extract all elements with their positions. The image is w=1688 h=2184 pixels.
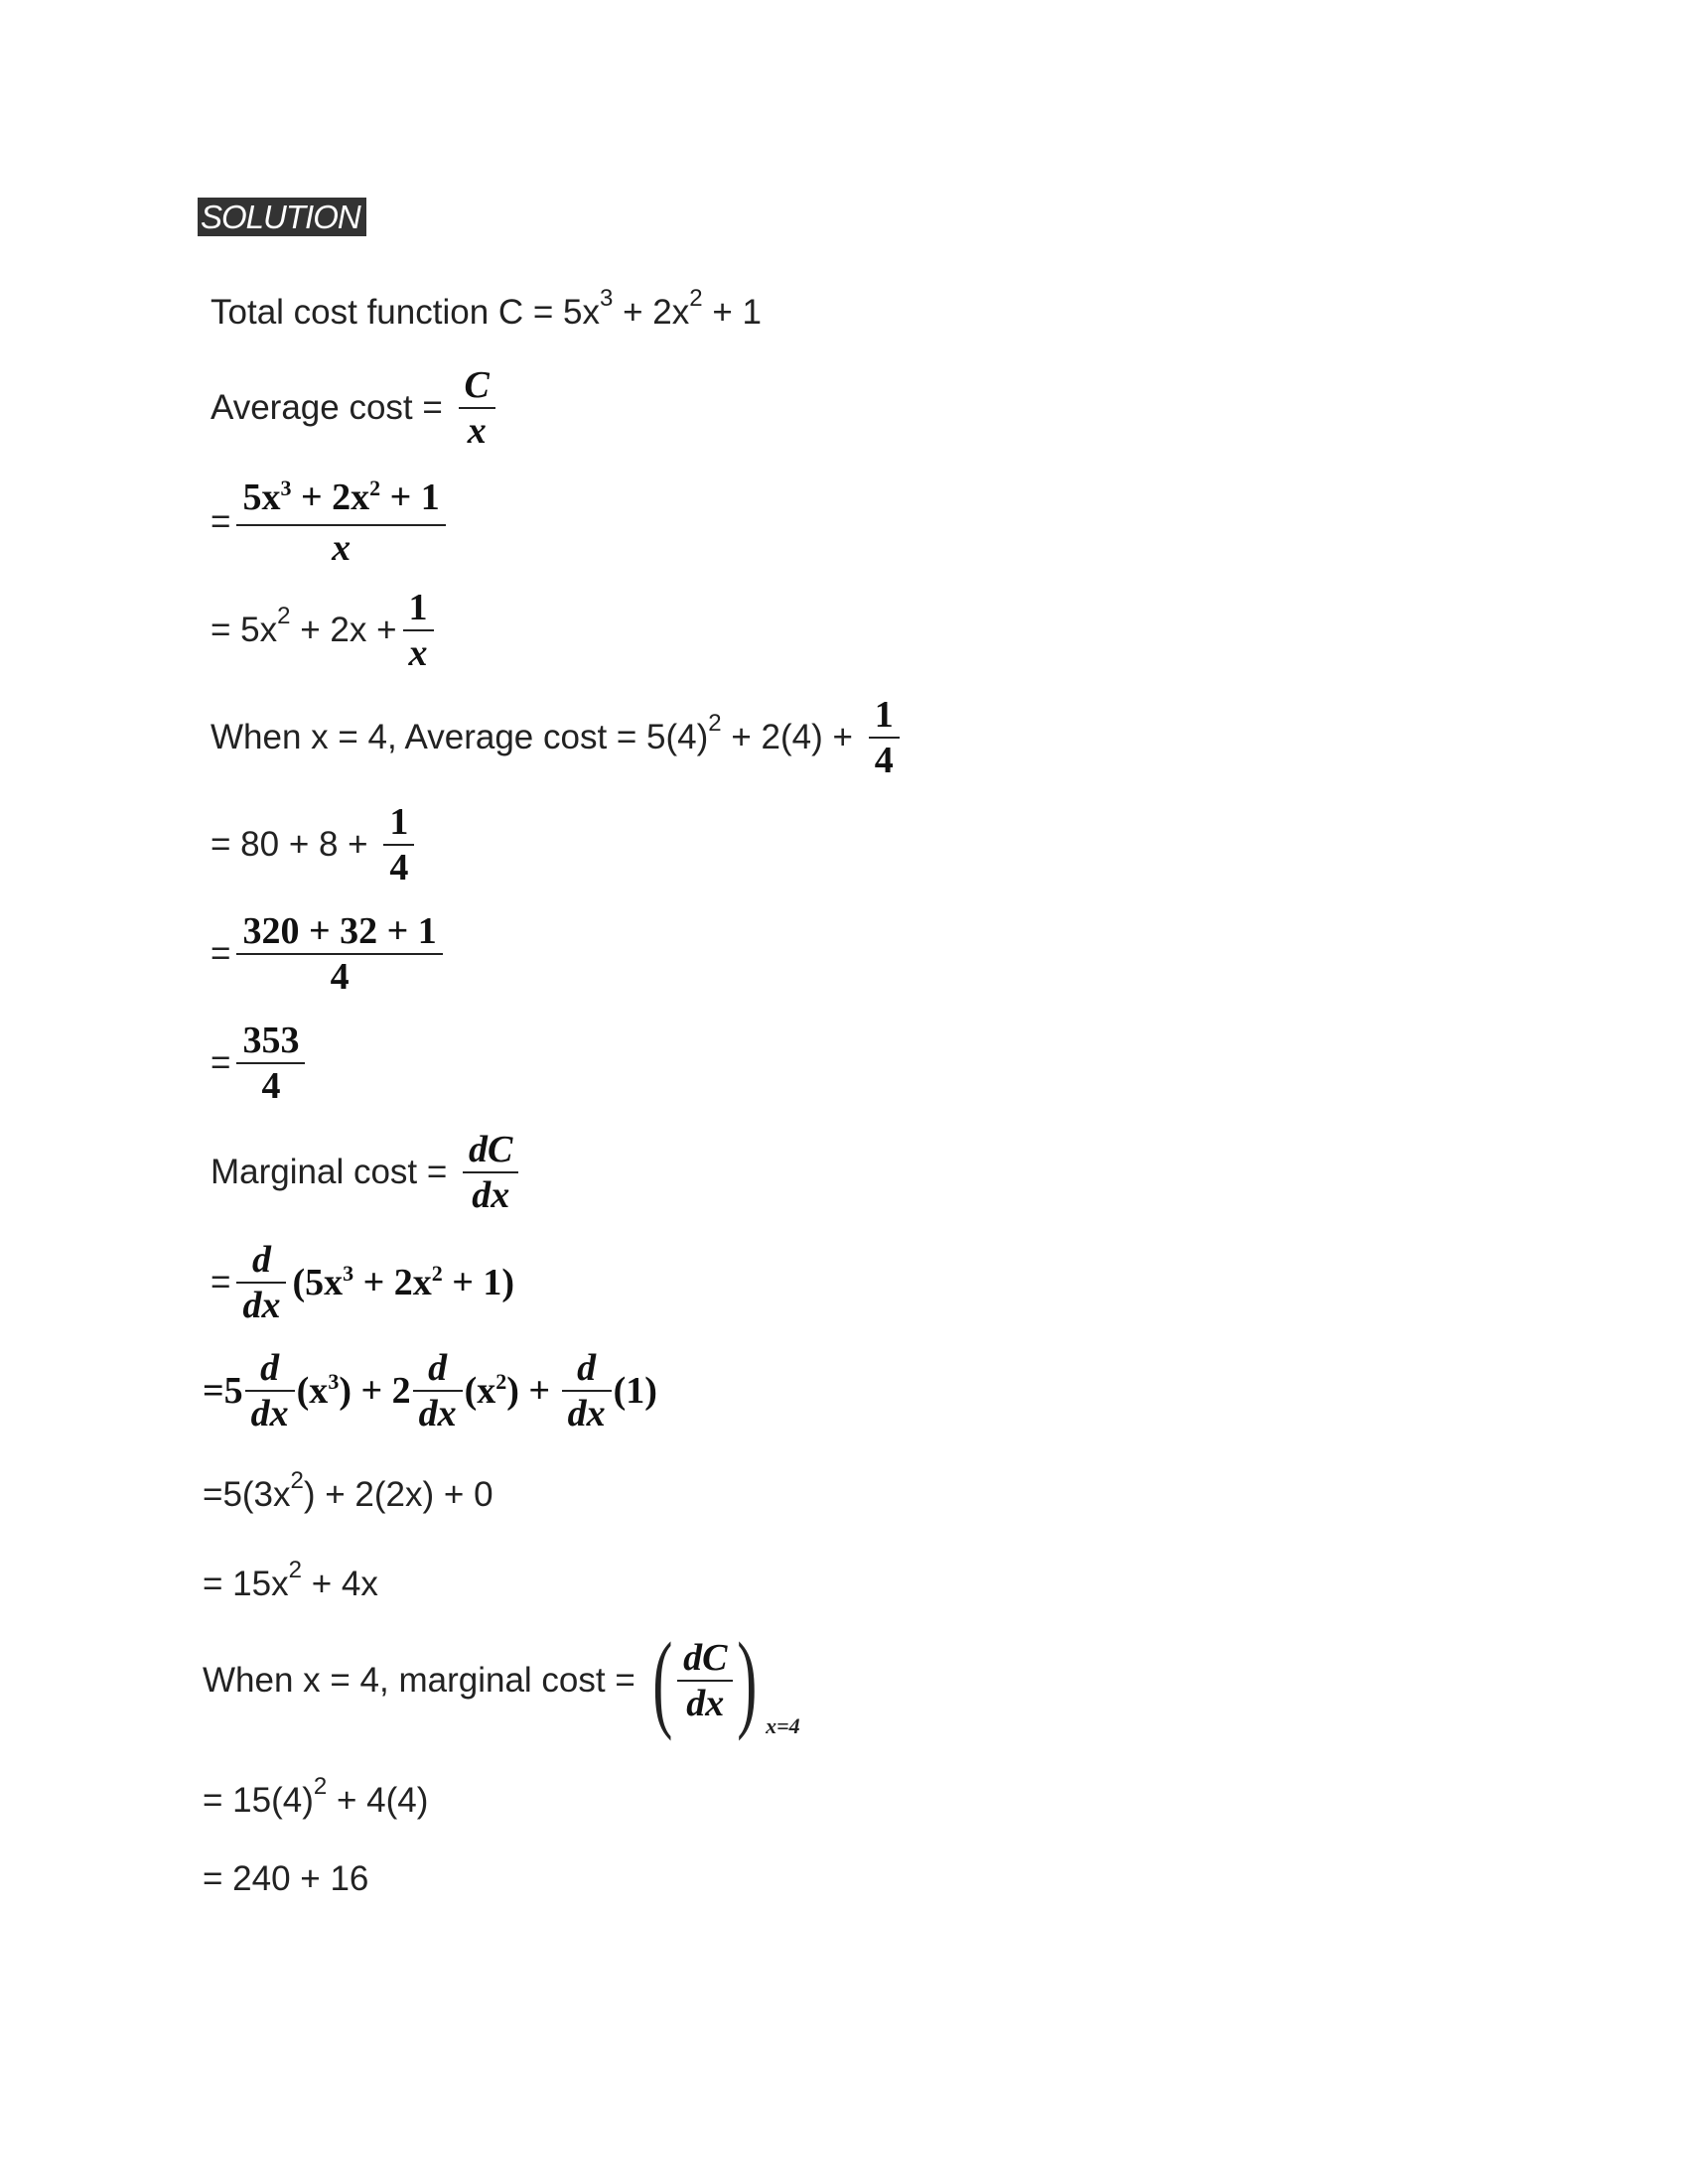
exponent: 3 <box>280 475 292 500</box>
term: (x <box>464 1370 496 1412</box>
fraction <box>236 476 445 570</box>
text: = <box>211 1263 231 1301</box>
exponent: 2 <box>495 1369 507 1394</box>
text: When x = 4, Average cost = 5(4) <box>211 718 709 756</box>
denominator: x <box>408 632 428 674</box>
text: + 2x + <box>290 611 397 649</box>
denominator: dx <box>567 1393 606 1434</box>
denominator: x <box>332 526 352 569</box>
numerator: dC <box>469 1129 513 1170</box>
solution-heading: SOLUTION <box>198 198 366 236</box>
fraction <box>383 800 414 889</box>
right-paren: ) <box>737 1620 758 1741</box>
term: ) + 2 <box>339 1370 411 1412</box>
denominator: dx <box>242 1285 281 1326</box>
term: + 2x <box>353 1262 432 1303</box>
denominator: 4 <box>261 1065 281 1107</box>
fraction <box>236 909 442 999</box>
text: + 2x <box>613 293 690 332</box>
expression <box>465 1369 560 1413</box>
numerator <box>236 476 445 524</box>
term: (5x <box>292 1262 344 1303</box>
term: + 1) <box>442 1262 515 1303</box>
term: ) + <box>506 1370 560 1412</box>
numerator: d <box>577 1347 597 1389</box>
numerator: C <box>464 364 490 406</box>
text: (1) <box>613 1370 657 1412</box>
text: =5 <box>203 1370 243 1412</box>
fraction <box>403 586 434 675</box>
text: + 2(4) + <box>721 718 863 756</box>
denominator: dx <box>472 1174 510 1216</box>
denominator: x <box>467 410 487 452</box>
numerator: 1 <box>408 587 428 628</box>
fraction <box>869 693 900 782</box>
numerator: d <box>260 1347 280 1389</box>
exponent: 2 <box>313 1773 328 1800</box>
text: Average cost = <box>211 388 453 427</box>
exponent: 2 <box>369 475 381 500</box>
exponent: 3 <box>600 285 614 312</box>
numerator: 353 <box>242 1020 300 1061</box>
fraction <box>562 1346 612 1435</box>
numerator: 1 <box>874 694 894 736</box>
text: = <box>211 1043 231 1082</box>
exponent: 3 <box>343 1261 354 1286</box>
fraction <box>236 1238 286 1327</box>
numerator: dC <box>683 1637 728 1679</box>
text: + 4(4) <box>327 1781 429 1820</box>
term: (x <box>296 1370 329 1412</box>
denominator: 4 <box>874 740 894 781</box>
denominator: dx <box>686 1683 725 1724</box>
text: + 1 <box>702 293 762 332</box>
text: = 80 + 8 + <box>211 825 378 864</box>
text: = 240 + 16 <box>203 1859 369 1898</box>
fraction <box>413 1346 463 1435</box>
text: =5(3x <box>203 1475 291 1514</box>
text: = 15x <box>203 1565 289 1603</box>
denominator: dx <box>418 1393 457 1434</box>
numerator: d <box>428 1347 448 1389</box>
fraction <box>459 363 495 453</box>
expression <box>292 1261 514 1304</box>
term: 5x <box>242 476 281 518</box>
left-paren: ( <box>652 1620 673 1741</box>
text: When x = 4, marginal cost = <box>203 1661 645 1700</box>
fraction <box>245 1346 295 1435</box>
exponent: 2 <box>290 1467 304 1494</box>
exponent: 2 <box>708 710 722 737</box>
fraction <box>463 1128 518 1217</box>
text: + 4x <box>301 1565 378 1603</box>
exponent: 2 <box>277 603 291 629</box>
denominator: 4 <box>389 847 409 888</box>
fraction <box>677 1636 733 1725</box>
fraction <box>236 1019 305 1108</box>
exponent: 2 <box>288 1557 302 1583</box>
denominator: 4 <box>330 956 350 998</box>
text: = <box>211 934 231 973</box>
text: Total cost function C = 5x <box>211 293 601 332</box>
text: = 15(4) <box>203 1781 314 1820</box>
term: + 2x <box>291 476 370 518</box>
exponent: 3 <box>328 1369 340 1394</box>
term: + 1 <box>380 476 440 518</box>
exponent: 2 <box>431 1261 443 1286</box>
text: Marginal cost = <box>211 1153 458 1191</box>
evaluation-subscript: x=4 <box>766 1713 800 1738</box>
denominator: dx <box>250 1393 289 1434</box>
expression <box>297 1369 411 1413</box>
exponent: 2 <box>689 285 703 312</box>
numerator: d <box>251 1239 271 1281</box>
text: = <box>211 502 231 541</box>
text: ) + 2(2x) + 0 <box>303 1475 493 1514</box>
numerator: 320 + 32 + 1 <box>242 910 437 952</box>
numerator: 1 <box>389 801 409 843</box>
text: = 5x <box>211 611 278 649</box>
